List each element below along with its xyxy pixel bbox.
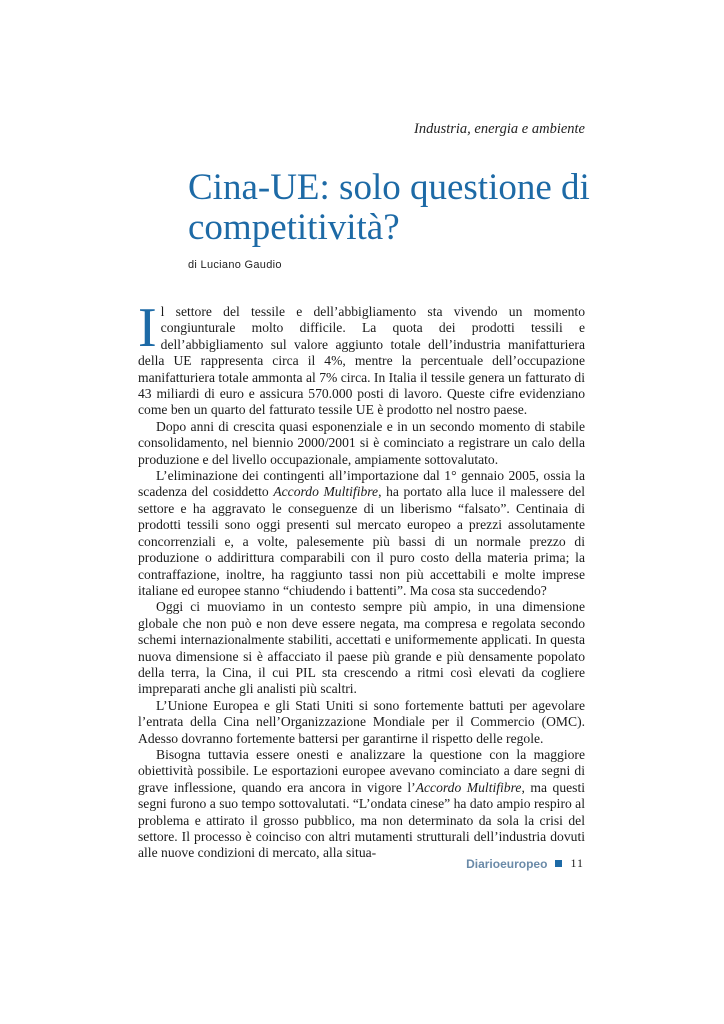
paragraph-2: Dopo anni di crescita quasi esponenziale e in un secondo momento di stabile consolidamento, nel biennio 2000/2001 si è cominciato a registrare un calo della produzione e del livello occupazionale, ampiamente sottovalutato. [138,418,585,467]
paragraph-5: L’Unione Europea e gli Stati Uniti si sono fortemente battuti per agevolare l’entrata della Cina nell’Organizzazione Mondiale per il Commercio (OMC). Adesso dovranno fortemente battersi per garantirne il rispetto delle regole. [138,697,585,746]
paragraph-6-italic: Accordo Multifibre [415,779,522,795]
byline [188,259,282,271]
paragraph-3-text-a: L’eliminazione dei contingenti all’importazione dal 1° gennaio 2005, ossia la scadenza del cosiddetto [138,468,585,500]
article-body [138,297,585,862]
paragraph-1-text: l settore del tessile e dell’abbigliamento sta vivendo un momento congiunturale molto difficile. La quota dei prodotti tessili e dell’abbigliamento sul valore aggiunto totale dell’industria manifatturiera della UE rappresenta circa il 4%, mentre la percentuale dell’occupazione manifatturiera totale ammonta al 7% circa. In Italia il tessile genera un fatturato di 43 miliardi di euro e assicura 570.000 posti di lavoro. Queste cifre evidenziano come ben un quarto del fatturato tessile UE è prodotto nel nostro paese. [138,304,585,418]
page-number: 11 [570,856,584,870]
running-head: Industria, energia e ambiente [413,121,585,137]
paragraph-1 [138,297,585,419]
square-bullet-icon [555,860,562,867]
page-footer [466,856,584,871]
paragraph-3-italic: Accordo Multifibre [273,484,379,500]
magazine-name: Diarioeuropeo [466,856,548,871]
paragraph-3-text-b: , ha portato alla luce il malessere del settore e ha aggravato le conseguenze di un liberismo “falsato”. Centinaia di prodotti tessili sono oggi presenti sul mercato europeo a prezzi assolutamente concorrenziali e, a volte, palesemente più bassi di un normale prezzo di produzione o addirittura comparabili con il puro costo della materia prima; la contraffazione, inoltre, ha raggiunto tassi non più accettabili e molte imprese italiane ed europee stanno “chiudendo i battenti”. Ma cosa sta succedendo? [138,484,585,598]
byline-prefix: di [188,259,198,271]
paragraph-6 [138,747,585,862]
paragraph-4: Oggi ci muoviamo in un contesto sempre più ampio, in una dimensione globale che non può e non deve essere negata, ma compresa e regolata secondo schemi internazionalmente stabiliti, accettati e uniformemente applicati. In questa nuova dimensione si è affacciato il paese più grande e più densamente popolato della terra, la Cina, il cui PIL sta crescendo a ritmi così elevati da cogliere impreparati anche gli analisti più scaltri. [138,599,585,697]
paragraph-3 [138,468,585,599]
paragraph-6-text-b: , ma questi segni furono a suo tempo sottovalutati. “L’ondata cinese” ha dato ampio respiro al problema e attirato il grosso pubblico, ma non determinato da sola la crisi del settore. Il processo è coinciso con altri mutamenti strutturali dell’industria dovuti alle nuove condizioni di mercato, alla situa- [138,779,585,861]
paragraph-6-text-a: Bisogna tuttavia essere onesti e analizzare la questione con la maggiore obiettività possibile. Le esportazioni europee avevano cominciato a dare segni di grave inflessione, quando era ancora in vigore l’ [138,746,585,795]
drop-cap: I [138,297,157,359]
byline-author: Luciano Gaudio [200,259,282,271]
article-title: Cina-UE: solo questione di competitività? [188,167,590,248]
